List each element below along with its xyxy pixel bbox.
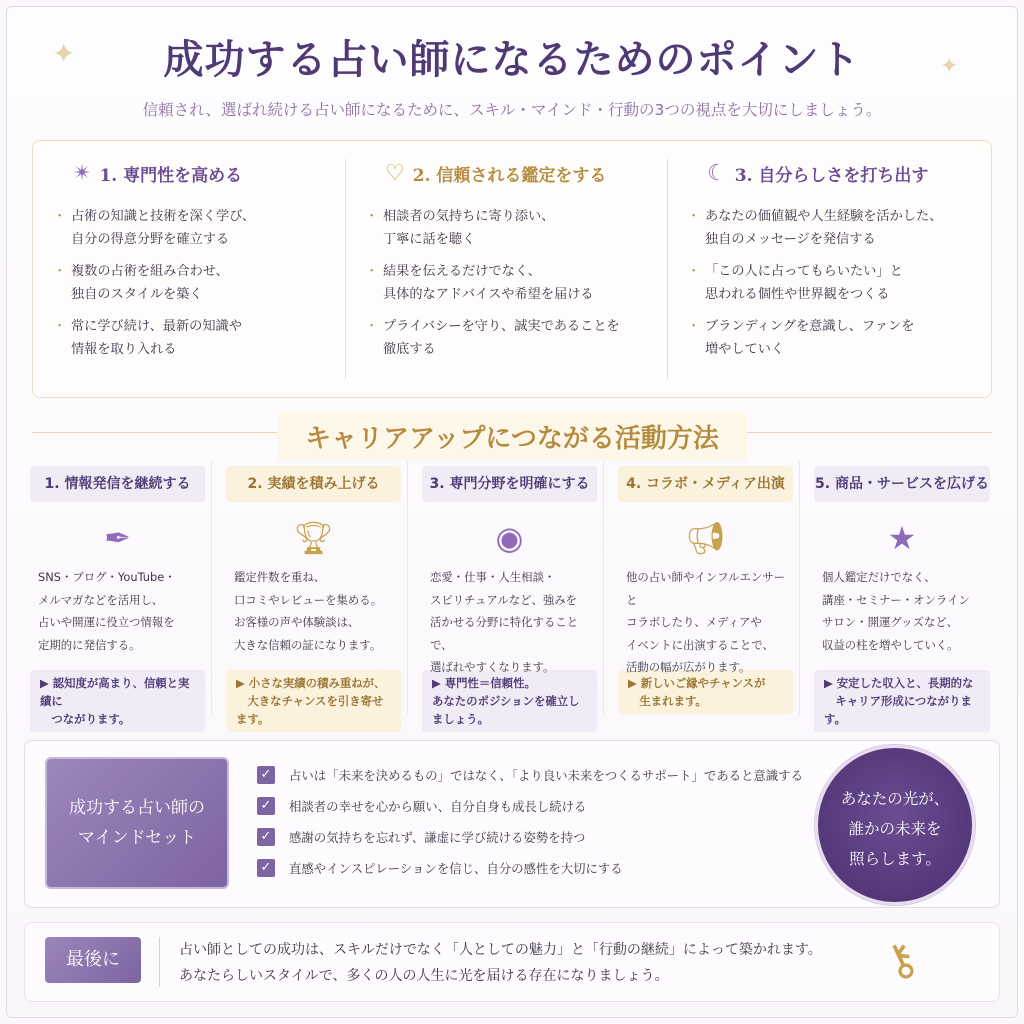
page-subtitle: 信頼され、選ばれ続ける占い師になるために、スキル・マインド・行動の3つの視点を大切にしましょう。 (142, 101, 882, 119)
checklist-text: 相談者の幸せを心から願い、自分自身も成長し続ける (289, 798, 587, 814)
card-note: ▶ 小さな実績の積み重ねが、 大きなチャンスを引き寄せます。 (226, 670, 401, 732)
trophy-icon: 🏆︎ (293, 519, 334, 557)
point-list (55, 205, 331, 361)
divider (159, 937, 160, 987)
mindset-label: 成功する占い師の マインドセット (45, 757, 229, 889)
sparkle-decoration-icon: ✦ (52, 37, 76, 70)
card-note: ▶ 安定した収入と、長期的な キャリア形成につながります。 (814, 670, 990, 732)
activity-card-specialty (416, 462, 604, 726)
card-title: 1. 情報発信を継続する (30, 466, 205, 502)
point-expertise (43, 155, 343, 387)
key-icon: ⚷ (875, 930, 927, 991)
card-body: 個人鑑定だけでなく、 講座・セミナー・オンライン サロン・開運グッズなど、 収益の柱を増やしていく。 (822, 570, 970, 652)
point-list (367, 205, 643, 361)
list-item: ・ 「この人に占ってもらいたい」と 思われる個性や世界観をつくる (689, 260, 965, 306)
career-section-title (0, 412, 1024, 461)
card-body: 他の占い師やインフルエンサーと コラボしたり、メディアや イベントに出演することで、 活動の幅が広がります。 (626, 570, 786, 674)
closing-panel (24, 922, 1000, 1002)
list-item: ・ プライバシーを守り、誠実であることを 徹底する (367, 315, 643, 361)
point-header (707, 155, 965, 191)
megaphone-icon: 📢︎ (685, 519, 726, 557)
list-item: ・ 占術の知識と技術を深く学び、 自分の得意分野を確立する (55, 205, 331, 251)
crystal-ball-icon: ◉ (495, 519, 524, 557)
list-item: ・ 常に学び続け、最新の知識や 情報を取り入れる (55, 315, 331, 361)
checklist-text: 感謝の気持ちを忘れず、謙虚に学び続ける姿勢を持つ (289, 829, 586, 845)
career-title-text: キャリアアップにつながる活動方法 (277, 412, 747, 461)
card-note: ▶ 専門性＝信頼性。 あなたのポジションを確立しましょう。 (422, 670, 597, 732)
card-body: 鑑定件数を重ね、 口コミやレビューを集める。 お客様の声や体験談は、 大きな信頼の証になります。 (234, 570, 383, 652)
list-item: ・ 結果を伝えるだけでなく、 具体的なアドバイスや希望を届ける (367, 260, 643, 306)
checklist-item (257, 852, 817, 883)
card-title: 2. 実績を積み上げる (226, 466, 401, 502)
quill-pen-icon: ✒ (104, 519, 131, 557)
card-title: 4. コラボ・メディア出演 (618, 466, 793, 502)
point-list (689, 205, 965, 361)
checklist-item (257, 821, 817, 852)
list-item: ・ あなたの価値観や人生経験を活かした、 独自のメッセージを発信する (689, 205, 965, 251)
divider (345, 159, 346, 379)
page-title: 成功する占い師になるためのポイント (163, 36, 861, 83)
point-originality (677, 155, 977, 387)
activity-cards (24, 462, 1000, 726)
checkbox-checked-icon: ✓ (257, 828, 275, 846)
point-trust (355, 155, 655, 387)
sparkle-star-icon: ✴ (73, 160, 92, 186)
checkbox-checked-icon: ✓ (257, 766, 275, 784)
mindset-checklist (257, 759, 817, 883)
checklist-item (257, 790, 817, 821)
checkbox-checked-icon: ✓ (257, 797, 275, 815)
key-points-panel (32, 140, 992, 398)
sparkle-decoration-icon: ✦ (940, 54, 959, 79)
closing-text: 占い師としての成功は、スキルだけでなく「人としての魅力」と「行動の継続」によって築かれます。 あなたらしいスタイルで、多くの人の人生に光を届ける存在になりましょう。 (179, 942, 822, 984)
checkbox-checked-icon: ✓ (257, 859, 275, 877)
divider (667, 159, 668, 379)
card-body: SNS・ブログ・YouTube・ メルマガなどを活用し、 占いや開運に役立つ情報を 定期的に発信する。 (38, 570, 176, 652)
point-header (385, 155, 643, 191)
point-title: 2. 信頼される鑑定をする (412, 165, 607, 186)
activity-card-collab (612, 462, 800, 714)
message-circle: あなたの光が、 誰かの未来を 照らします。 (815, 745, 975, 905)
heart-icon: ♡ (385, 160, 405, 186)
star-icon: ★ (887, 519, 917, 557)
card-body: 恋愛・仕事・人生相談・ スピリチュアルなど、強みを 活かせる分野に特化することで、 選ばれやすくなります。 (430, 570, 579, 674)
mindset-panel (24, 740, 1000, 908)
point-title: 3. 自分らしさを打ち出す (734, 165, 929, 186)
card-note: ▶ 新しいご縁やチャンスが 生まれます。 (618, 670, 793, 714)
card-title: 5. 商品・サービスを広げる (814, 466, 990, 502)
point-header (73, 155, 331, 191)
card-note: ▶ 認知度が高まり、信頼と実績に つながります。 (30, 670, 205, 732)
checklist-item (257, 759, 817, 790)
checklist-text: 占いは「未来を決めるもの」ではなく、「より良い未来をつくるサポート」であると意識する (289, 767, 803, 783)
closing-label: 最後に (45, 937, 141, 983)
list-item: ・ ブランディングを意識し、ファンを 増やしていく (689, 315, 965, 361)
activity-card-info (24, 462, 212, 726)
activity-card-results (220, 462, 408, 726)
activity-card-services (808, 462, 996, 726)
crescent-moon-icon: ☾ (707, 160, 727, 186)
checklist-text: 直感やインスピレーションを信じ、自分の感性を大切にする (289, 860, 623, 876)
point-title: 1. 専門性を高める (99, 165, 243, 186)
list-item: ・ 複数の占術を組み合わせ、 独自のスタイルを築く (55, 260, 331, 306)
list-item: ・ 相談者の気持ちに寄り添い、 丁寧に話を聴く (367, 205, 643, 251)
card-title: 3. 専門分野を明確にする (422, 466, 597, 502)
